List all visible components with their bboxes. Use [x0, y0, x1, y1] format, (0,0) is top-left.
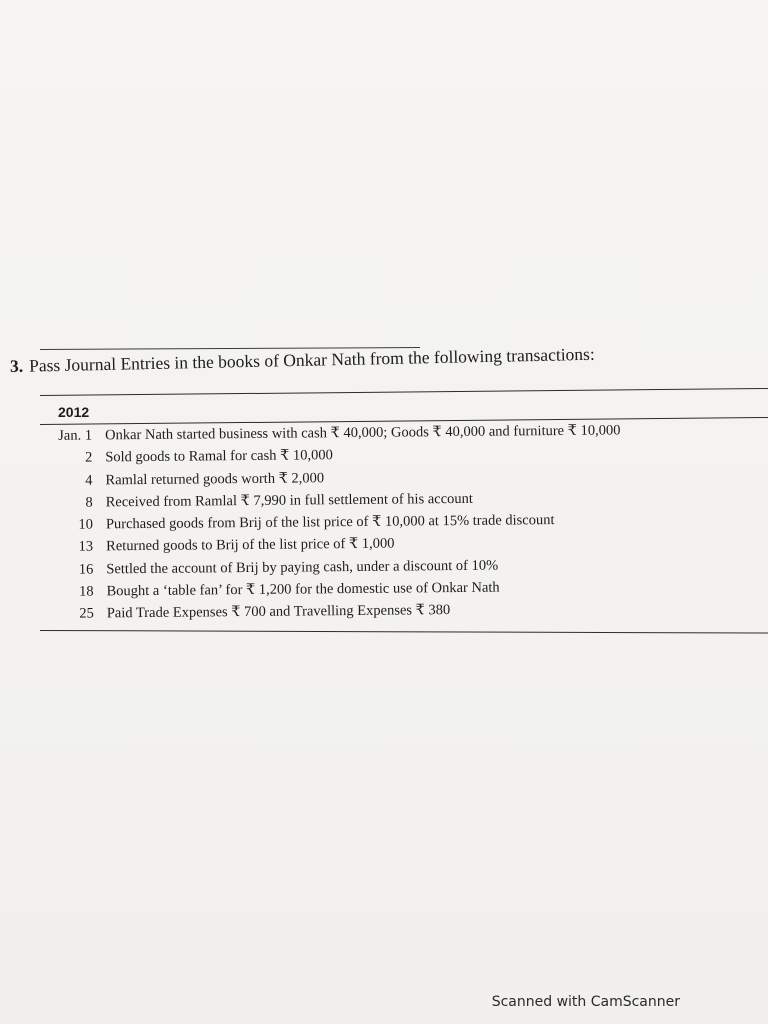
- transaction-date: 10: [78, 516, 94, 533]
- transaction-description: Settled the account of Brij by paying cash, under a discount of 10%: [106, 557, 499, 578]
- transaction-date: 4: [85, 472, 93, 489]
- table-top-rule: [40, 388, 768, 396]
- year-header: 2012: [58, 404, 90, 420]
- transaction-description: Returned goods to Brij of the list price of ₹ 1,000: [106, 536, 395, 555]
- transaction-description: Received from Ramlal ₹ 7,990 in full settlement of his account: [105, 490, 473, 511]
- transaction-description: Purchased goods from Brij of the list price of ₹ 10,000 at 15% trade discount: [105, 512, 555, 533]
- transaction-date: 8: [85, 494, 93, 511]
- transaction-date: 16: [78, 561, 94, 578]
- transaction-date: 18: [78, 583, 94, 600]
- transaction-description: Paid Trade Expenses ₹ 700 and Travelling Expenses ₹ 380: [106, 602, 451, 622]
- table-bottom-rule: [40, 630, 768, 634]
- transaction-date: 2: [84, 449, 93, 466]
- transaction-description: Ramlal returned goods worth ₹ 2,000: [105, 469, 325, 488]
- transaction-description: Sold goods to Ramal for cash ₹ 10,000: [105, 447, 333, 466]
- transaction-description: Bought a ‘table fan’ for ₹ 1,200 for the domestic use of Onkar Nath: [106, 579, 500, 600]
- scanner-watermark: Scanned with CamScanner: [491, 994, 680, 1010]
- transaction-date: 25: [79, 605, 94, 623]
- transaction-description: Onkar Nath started business with cash ₹ 40,000; Goods ₹ 40,000 and furniture ₹ 10,000: [104, 422, 621, 444]
- transaction-date: Jan. 1: [58, 427, 93, 444]
- transactions-table: [40, 421, 762, 629]
- question-number: 3.: [9, 355, 24, 376]
- question-text: Pass Journal Entries in the books of Onkar Nath from the following transactions:: [28, 343, 595, 376]
- transaction-date: 13: [78, 538, 94, 556]
